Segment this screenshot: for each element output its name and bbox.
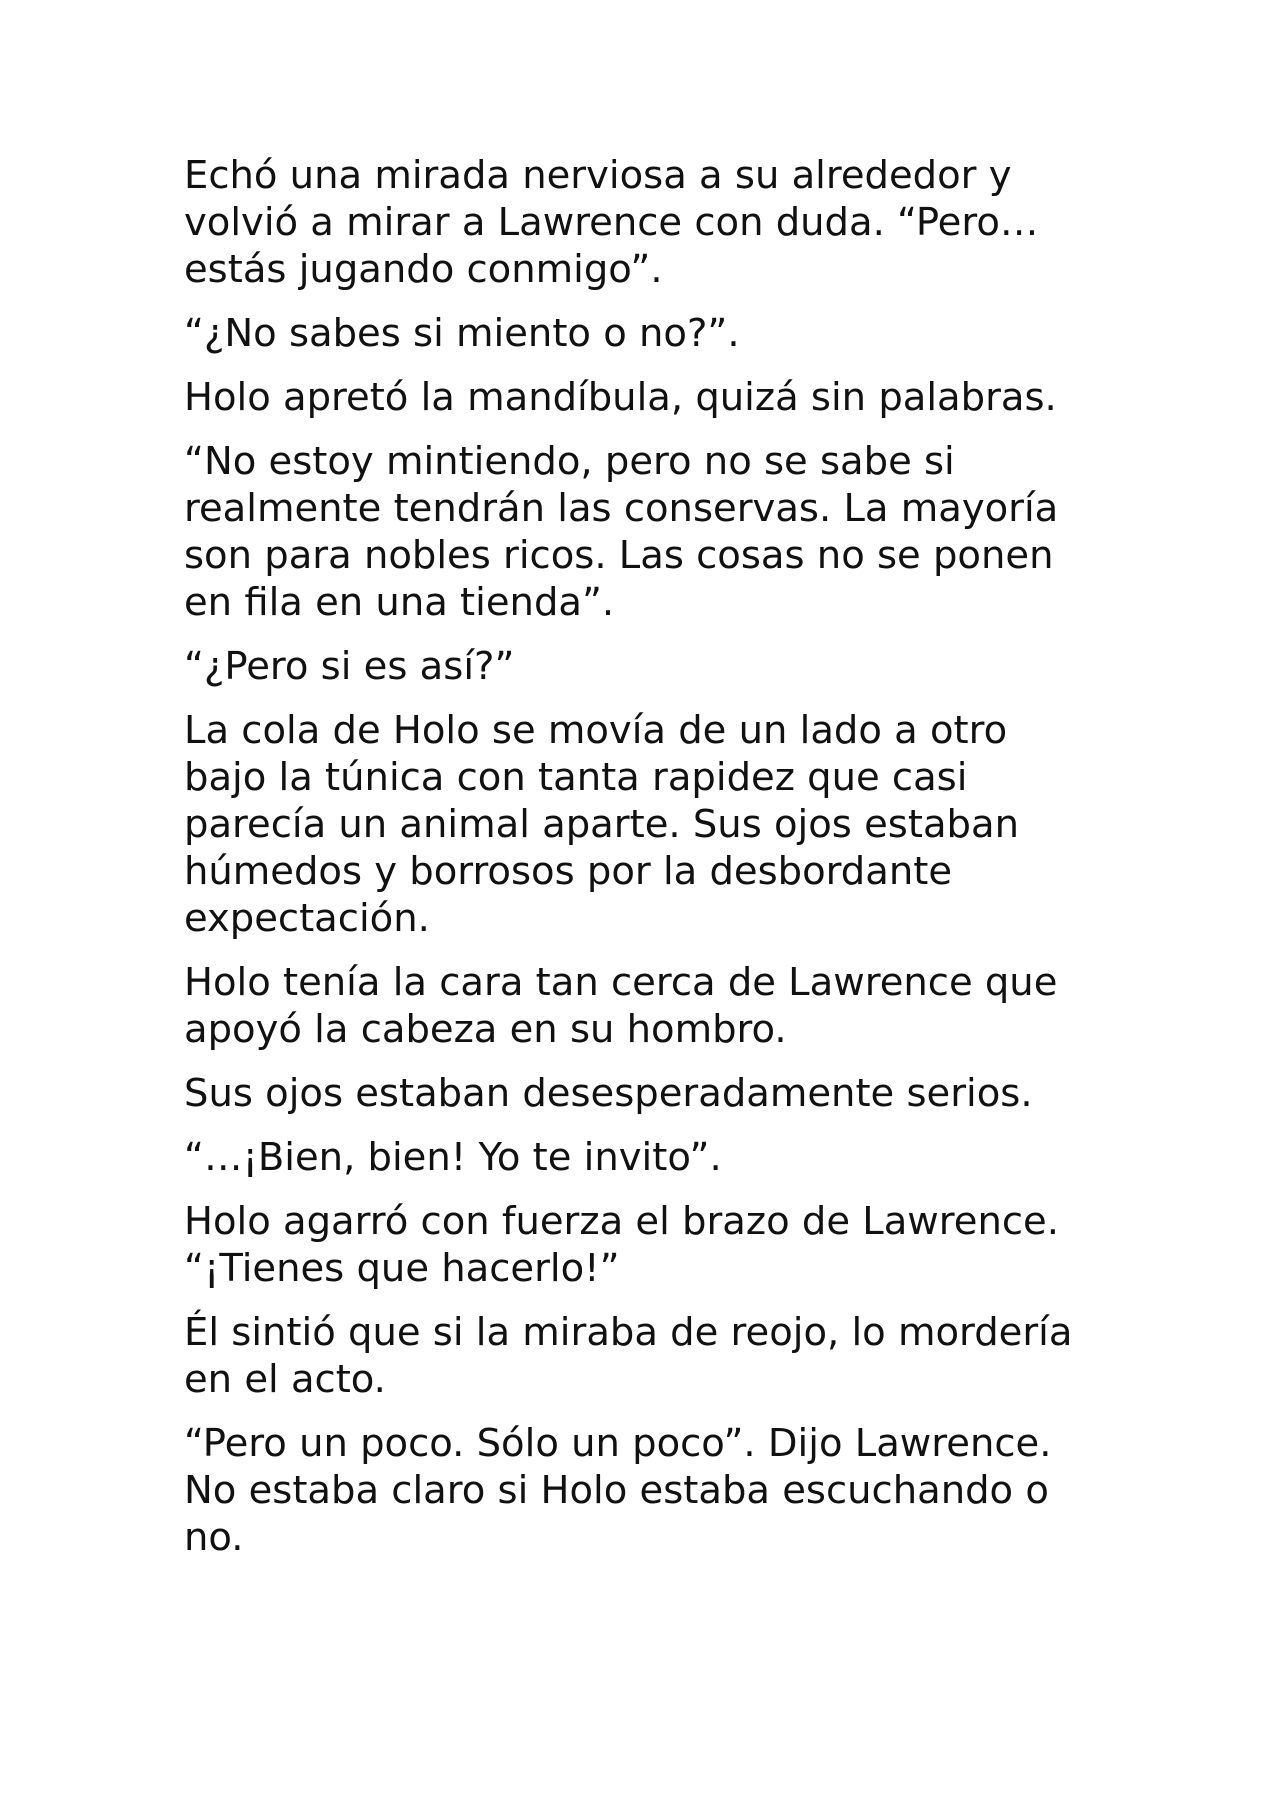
paragraph: Holo tenía la cara tan cerca de Lawrence que apoyó la cabeza en su hombro. <box>184 960 1058 1052</box>
paragraph: “Pero un poco. Sólo un poco”. Dijo Lawrence. No estaba claro si Holo estaba escuchando o no. <box>184 1421 1052 1560</box>
paragraph: “¿No sabes si miento o no?”. <box>184 311 740 356</box>
paragraph: La cola de Holo se movía de un lado a otro bajo la túnica con tanta rapidez que casi parecía un animal aparte. Sus ojos estaban húmedos y borrosos por la desbordante expectación. <box>184 708 1019 941</box>
paragraph: “No estoy mintiendo, pero no se sabe si realmente tendrán las conservas. La mayoría son para nobles ricos. Las cosas no se ponen en fila en una tienda”. <box>184 439 1059 625</box>
paragraph: Holo apretó la mandíbula, quizá sin palabras. <box>184 375 1057 420</box>
paragraph: “¿Pero si es así?” <box>184 644 515 689</box>
paragraph: Holo agarró con fuerza el brazo de Lawrence. “¡Tienes que hacerlo!” <box>184 1199 1059 1291</box>
paragraph: Echó una mirada nerviosa a su alrededor y volvió a mirar a Lawrence con duda. “Pero… estás jugando conmigo”. <box>184 153 1039 292</box>
paragraph: “…¡Bien, bien! Yo te invito”. <box>184 1135 722 1180</box>
paragraph: Sus ojos estaban desesperadamente serios. <box>184 1071 1033 1116</box>
body-text <box>184 152 1104 1578</box>
paragraph: Él sintió que si la miraba de reojo, lo mordería en el acto. <box>184 1310 1073 1402</box>
